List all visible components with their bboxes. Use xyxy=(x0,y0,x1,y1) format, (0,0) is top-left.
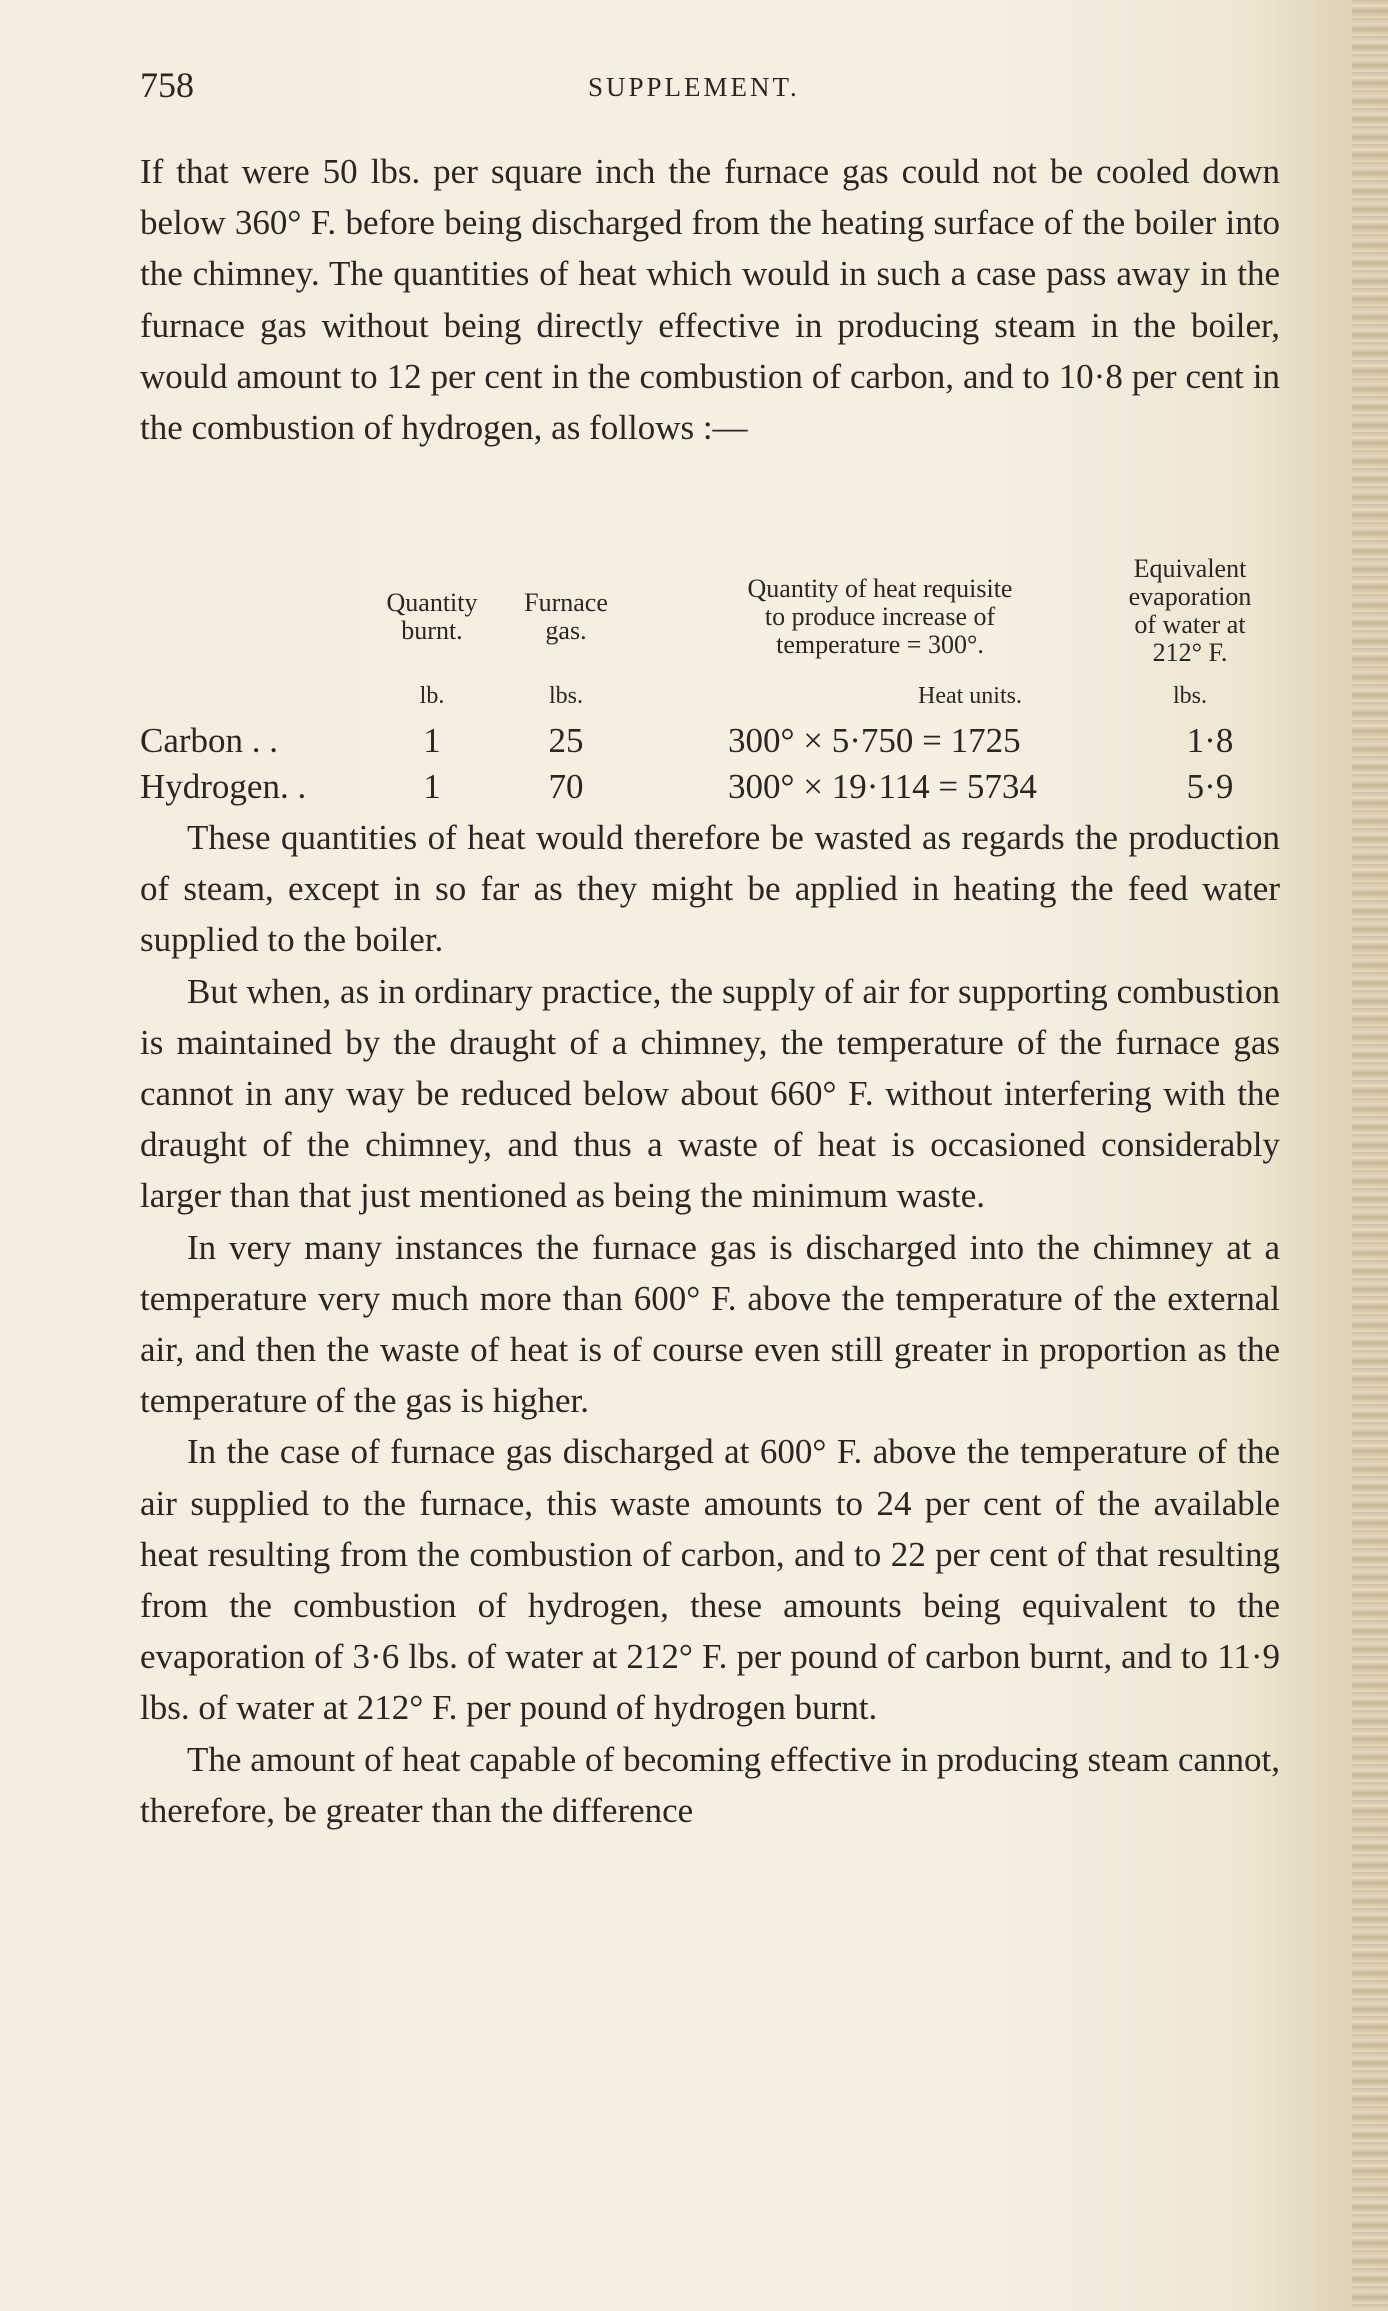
row-furnace-gas: 70 xyxy=(548,767,584,806)
row-furnace-gas: 25 xyxy=(548,721,584,760)
paragraph: If that were 50 lbs. per square inch the furnace gas could not be cooled down below 360° F. before being discharged from the heating surface of the boiler into the chimney. The quantities of heat which would in such a case pass away in the furnace gas without being directly effective in producing steam in the boiler, would amount to 12 per cent in the combustion of carbon, and to 10·8 per cent in the combustion of hydrogen, as follows :— xyxy=(140,152,1280,448)
paragraph: In very many instances the furnace gas is discharged into the chimney at a temperature very much more than 600° F. above the temperature of the external air, and then the waste of heat is of course even still greater in proportion as the temperature of the gas is higher. xyxy=(140,1227,1280,1421)
paragraph: But when, as in ordinary practice, the supply of air for supporting combustion is maintained by the draught of a chimney, the temperature of the furnace gas cannot in any way be reduced below about 660° F. without interfering with the draught of the chimney, and thus a waste of heat is occasioned considerably larger than that just mentioned as being the minimum waste. xyxy=(140,971,1280,1216)
running-head: SUPPLEMENT. xyxy=(588,72,800,102)
paragraph: These quantities of heat would therefore be wasted as regards the production of steam, except in so far as they might be applied in heating the feed water supplied to the boiler. xyxy=(140,818,1280,960)
header-heat-requisite: Quantity of heat requisite to produce increase of temperature = 300°. xyxy=(747,574,1013,659)
row-substance: Carbon . . xyxy=(140,721,279,760)
page-header xyxy=(140,64,1280,114)
row-evaporation: 1·8 xyxy=(1186,721,1234,760)
page-edge xyxy=(1352,0,1388,2311)
unit-evaporation: lbs. xyxy=(1172,683,1207,709)
row-quantity: 1 xyxy=(423,721,441,760)
text-block-bottom xyxy=(140,812,1280,1836)
text-block-top xyxy=(140,146,1280,453)
row-heat: 300° × 5·750 = 1725 xyxy=(728,721,1021,760)
paragraph: In the case of furnace gas discharged at 600° F. above the temperature of the air supplied to the furnace, this waste amounts to 24 per cent of the available heat resulting from the combustion of carbon, and to 22 per cent of that resulting from the combustion of hydrogen, these amounts being equivalent to the evaporation of 3·6 lbs. of water at 212° F. per pound of carbon burnt, and to 11·9 lbs. of water at 212° F. per pound of hydrogen burnt. xyxy=(140,1432,1280,1728)
heat-table xyxy=(140,555,1280,805)
unit-heat-units: Heat units. xyxy=(918,683,1022,709)
paragraph: The amount of heat capable of becoming effective in producing steam cannot, therefore, be greater than the difference xyxy=(140,1739,1280,1830)
row-heat: 300° × 19·114 = 5734 xyxy=(728,767,1037,806)
unit-furnace-gas: lbs. xyxy=(548,683,583,709)
header-furnace-gas: Furnace gas. xyxy=(524,588,608,645)
unit-quantity-burnt: lb. xyxy=(419,683,445,709)
header-evaporation: Equivalent evaporation of water at 212° F. xyxy=(1128,554,1252,667)
row-evaporation: 5·9 xyxy=(1186,767,1234,806)
header-quantity-burnt: Quantity burnt. xyxy=(386,588,478,645)
row-substance: Hydrogen. . xyxy=(140,767,307,806)
page-number: 758 xyxy=(140,65,194,105)
row-quantity: 1 xyxy=(423,767,441,806)
